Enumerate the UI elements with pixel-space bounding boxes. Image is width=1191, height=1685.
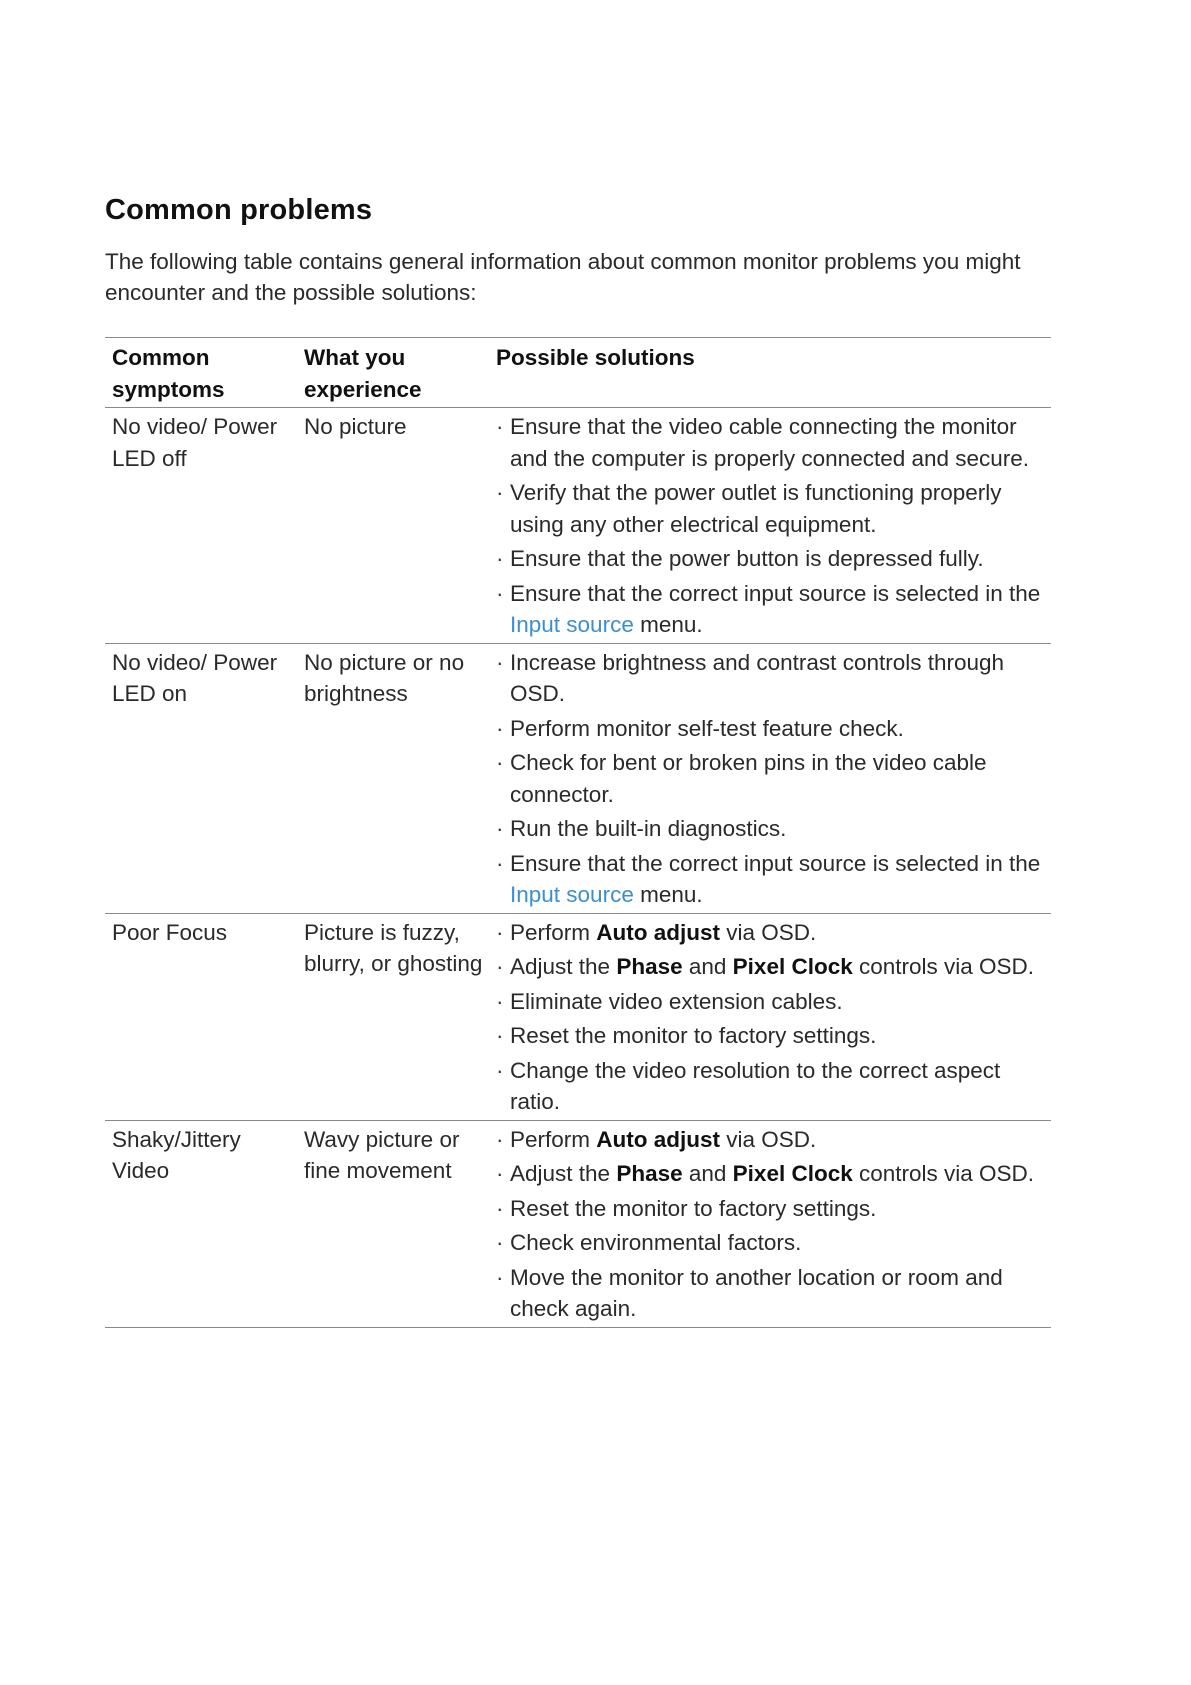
- solution-item: [496, 1055, 1045, 1118]
- solution-text: Adjust the: [510, 954, 617, 979]
- solution-item: [496, 543, 1045, 575]
- solution-text: and: [682, 954, 733, 979]
- header-possible-solutions: Possible solutions: [496, 345, 695, 370]
- table-row: [105, 408, 1051, 644]
- header-what-you-experience: What you experience: [304, 345, 422, 402]
- solution-text: via OSD.: [720, 919, 817, 945]
- solution-text: Perform: [510, 919, 597, 945]
- solution-text: and: [682, 1161, 733, 1186]
- table-row: [105, 913, 1051, 1120]
- solution-emphasis: Auto adjust: [596, 1126, 721, 1152]
- solution-text: Ensure that the correct input source is selected in the: [510, 580, 1041, 606]
- table-row: [105, 1120, 1051, 1327]
- section-title: Common problems: [105, 194, 373, 226]
- solution-text: Run the built-in diagnostics.: [510, 816, 787, 841]
- symptom-cell: No video/ Power LED off: [112, 414, 278, 471]
- solution-emphasis: Phase: [616, 954, 683, 979]
- solution-text: controls via OSD.: [852, 1161, 1035, 1186]
- input-source-link[interactable]: Input source: [510, 882, 634, 907]
- intro-paragraph: The following table contains general information about common monitor problems you might encounter and the possible solutions:: [105, 249, 1021, 305]
- solutions-list: [496, 1124, 1045, 1325]
- solution-text: Reset the monitor to factory settings.: [510, 1195, 877, 1221]
- solution-item: [496, 1020, 1045, 1052]
- solution-text: Adjust the: [510, 1161, 617, 1186]
- table-row: [105, 643, 1051, 913]
- solution-text: Increase brightness and contrast controls through OSD.: [510, 649, 1005, 706]
- solutions-cell: [489, 408, 1051, 644]
- solutions-cell: [489, 643, 1051, 913]
- solution-item: [496, 647, 1045, 710]
- solution-item: [496, 578, 1045, 641]
- experience-cell: No picture: [304, 414, 407, 439]
- solution-emphasis: Phase: [616, 1161, 683, 1186]
- solution-text: Ensure that the power button is depressed fully.: [510, 546, 984, 571]
- solution-text: Ensure that the video cable connecting the monitor and the computer is properly connected and secure.: [510, 414, 1030, 471]
- solution-text: Verify that the power outlet is functioning properly using any other electrical equipment.: [510, 480, 1002, 537]
- solution-item: [496, 1262, 1045, 1325]
- experience-cell: No picture or no brightness: [304, 649, 465, 706]
- symptom-cell: Shaky/Jittery Video: [112, 1126, 241, 1183]
- troubleshooting-table: [105, 337, 1051, 1328]
- solution-text: Check environmental factors.: [510, 1230, 802, 1255]
- header-common-symptoms: Common symptoms: [112, 345, 225, 402]
- solutions-list: [496, 917, 1045, 1118]
- solution-emphasis: Pixel Clock: [732, 1161, 853, 1186]
- document-page: [105, 190, 1051, 1328]
- solution-item: [496, 917, 1045, 949]
- solution-text: Perform monitor self-test feature check.: [510, 715, 904, 741]
- solution-text: Move the monitor to another location or room and check again.: [510, 1264, 1003, 1321]
- solutions-list: [496, 411, 1045, 641]
- input-source-link[interactable]: Input source: [510, 612, 634, 637]
- solutions-cell: [489, 1120, 1051, 1327]
- header-row: [105, 338, 1051, 408]
- solution-item: [496, 713, 1045, 745]
- solution-item: [496, 1193, 1045, 1225]
- experience-cell: Picture is fuzzy, blurry, or ghosting: [304, 919, 483, 976]
- solution-text: menu.: [633, 882, 703, 907]
- experience-cell: Wavy picture or fine movement: [304, 1126, 460, 1183]
- solution-text: via OSD.: [720, 1126, 817, 1152]
- solution-item: [496, 951, 1045, 983]
- solution-text: Reset the monitor to factory settings.: [510, 1023, 877, 1048]
- solution-item: [496, 1227, 1045, 1259]
- solution-text: Check for bent or broken pins in the video cable connector.: [510, 750, 987, 807]
- table-header: [105, 338, 1051, 408]
- solution-item: [496, 813, 1045, 845]
- solution-text: Eliminate video extension cables.: [510, 988, 843, 1014]
- solution-item: [496, 1158, 1045, 1190]
- solution-emphasis: Auto adjust: [596, 919, 721, 945]
- symptom-cell: Poor Focus: [112, 919, 228, 945]
- solution-item: [496, 848, 1045, 911]
- symptom-cell: No video/ Power LED on: [112, 649, 278, 706]
- solution-text: controls via OSD.: [852, 954, 1035, 979]
- solution-text: Perform: [510, 1126, 597, 1152]
- solution-text: menu.: [633, 612, 703, 637]
- solution-item: [496, 1124, 1045, 1156]
- solution-item: [496, 747, 1045, 810]
- solution-item: [496, 477, 1045, 540]
- solution-text: Change the video resolution to the correct aspect ratio.: [510, 1057, 1001, 1114]
- solution-item: [496, 411, 1045, 474]
- solution-emphasis: Pixel Clock: [732, 954, 853, 979]
- solutions-list: [496, 647, 1045, 911]
- solutions-cell: [489, 913, 1051, 1120]
- solution-item: [496, 986, 1045, 1018]
- table-body: [105, 408, 1051, 1328]
- solution-text: Ensure that the correct input source is selected in the: [510, 850, 1041, 876]
